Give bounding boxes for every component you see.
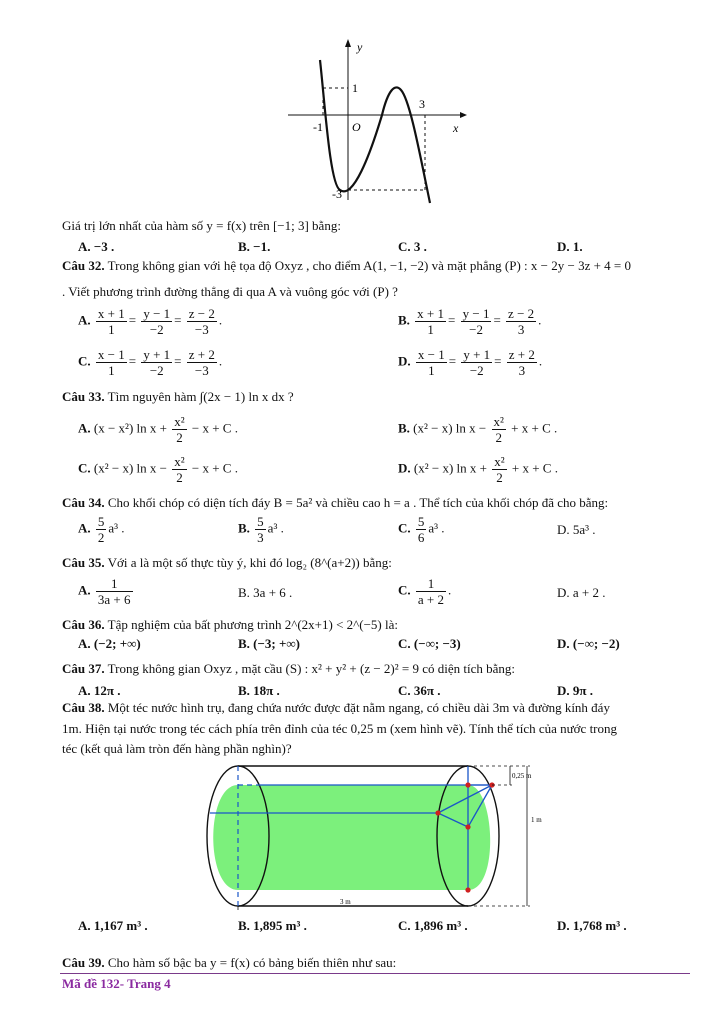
q36-option-a[interactable]: A. (−2; +∞) xyxy=(78,636,141,651)
q38-option-b[interactable]: B. 1,895 m³ . xyxy=(238,918,307,933)
dim-label-025: 0,25 m xyxy=(512,772,532,780)
q37-option-a[interactable]: A. 12π . xyxy=(78,683,121,698)
point-marker xyxy=(465,782,470,787)
q32-option-d[interactable]: D. $\frac{x - 1}{1}$ = $\frac{y + 1}{-2}$ = $\frac{z + 2}{3}$ . xyxy=(398,347,543,378)
q33-option-c[interactable]: C. (x² − x) ln x − $\frac{\text{x²}}{2}$ − x + C . xyxy=(78,454,238,485)
q32-text2: . Viết phương trình đường thẳng đi qua A và vuông góc với (P) ? xyxy=(62,284,398,299)
q32-option-b[interactable]: B. $\frac{x + 1}{1}$ = $\frac{y - 1}{-2}$ = $\frac{z - 2}{3}$ . xyxy=(398,306,542,337)
q31-option-d[interactable]: D. 1. xyxy=(557,239,583,254)
q35-option-b[interactable]: B. 3a + 6 . xyxy=(238,585,293,600)
q33-text: Câu 33. Tìm nguyên hàm ∫(2x − 1) ln x dx ? xyxy=(62,389,294,404)
q37-text: Câu 37. Trong không gian Oxyz , mặt cầu (S) : x² + y² + (z − 2)² = 9 có diện tích bằng: xyxy=(62,661,516,676)
tick-label-1: 1 xyxy=(352,81,358,95)
q37-option-d[interactable]: D. 9π . xyxy=(557,683,594,698)
q31-text: Giá trị lớn nhất của hàm số y = f(x) trên [−1; 3] bằng: xyxy=(62,218,341,233)
q36-option-b[interactable]: B. (−3; +∞) xyxy=(238,636,300,651)
x-axis-arrow xyxy=(460,112,467,118)
q33-option-d[interactable]: D. (x² − x) ln x + $\frac{\text{x²}}{2}$ + x + C . xyxy=(398,454,558,485)
footer-rule xyxy=(60,973,690,974)
q38-option-c[interactable]: C. 1,896 m³ . xyxy=(398,918,468,933)
q33-option-a[interactable]: A. (x − x²) ln x + $\frac{\text{x²}}{2}$ − x + C . xyxy=(78,414,238,445)
q34-option-b[interactable]: B. $\frac{5}{3}$ a³ . xyxy=(238,514,284,545)
q34-option-c[interactable]: C. $\frac{5}{6}$ a³ . xyxy=(398,514,445,545)
function-graph xyxy=(285,35,475,205)
q34-text: Câu 34. Cho khối chóp có diện tích đáy B = 5a² và chiều cao h = a . Thể tích của khối chóp đã cho bằng: xyxy=(62,495,609,510)
y-label: y xyxy=(357,40,363,54)
q31-option-a[interactable]: A. −3 . xyxy=(78,239,115,254)
tick-label-3: 3 xyxy=(419,97,425,111)
point-marker xyxy=(465,887,470,892)
q35-option-d[interactable]: D. a + 2 . xyxy=(557,585,606,600)
q31-option-b[interactable]: B. −1. xyxy=(238,239,271,254)
q37-option-b[interactable]: B. 18π . xyxy=(238,683,280,698)
q35-option-a[interactable]: A. $\frac{1}{3a + 6}$ xyxy=(78,576,131,607)
q34-option-a[interactable]: A. $\frac{5}{2}$ a³ . xyxy=(78,514,125,545)
q32-option-c[interactable]: C. $\frac{x - 1}{1}$ = $\frac{y + 1}{-2}$ = $\frac{z + 2}{-3}$ . xyxy=(78,347,223,378)
water-body xyxy=(213,785,490,890)
q32-stem: Trong không gian với hệ tọa độ Oxyz , cho điểm A(1, −1, −2) và mặt phẳng (P) : x − 2y − 3z + 4 = 0 xyxy=(107,258,632,273)
q31-option-c[interactable]: C. 3 . xyxy=(398,239,427,254)
q35-text: Câu 35. Với a là một số thực tùy ý, khi đó log₂ (8^(a+2)) bằng: xyxy=(62,555,392,570)
q32-label: Câu 32. xyxy=(62,258,105,273)
tick-label-neg1: -1 xyxy=(313,120,323,134)
x-label: x xyxy=(453,121,459,135)
q38-line3: téc (kết quả làm tròn đến hàng phần nghìn)? xyxy=(62,741,292,756)
origin-label: O xyxy=(352,120,361,134)
page-footer: Mã đề 132- Trang 4 xyxy=(62,976,171,991)
q36-option-d[interactable]: D. (−∞; −2) xyxy=(557,636,620,651)
cylinder-tank-figure xyxy=(200,760,550,910)
dim-label-3m: 3 m xyxy=(340,898,351,906)
q35-option-c[interactable]: C. $\frac{1}{a + 2}$ . xyxy=(398,576,452,607)
y-axis-arrow xyxy=(345,39,351,47)
q36-text: Câu 36. Tập nghiệm của bất phương trình 2^(2x+1) < 2^(−5) là: xyxy=(62,617,398,632)
point-marker xyxy=(435,810,440,815)
q38-line1: Câu 38. Một téc nước hình trụ, đang chứa nước được đặt nằm ngang, có chiều dài 3m và đường kính đáy xyxy=(62,700,610,715)
point-marker xyxy=(465,824,470,829)
q39-text: Câu 39. Cho hàm số bậc ba y = f(x) có bảng biến thiên như sau: xyxy=(62,955,397,970)
q32-text xyxy=(62,258,631,274)
tick-label-neg3: -3 xyxy=(332,187,342,201)
q33-option-b[interactable]: B. (x² − x) ln x − $\frac{\text{x²}}{2}$ + x + C . xyxy=(398,414,558,445)
q38-line2: 1m. Hiện tại nước trong téc cách phía trên đỉnh của téc 0,25 m (xem hình vẽ). Tính thể tích của nước trong xyxy=(62,721,618,736)
q34-option-d[interactable]: D. 5a³ . xyxy=(557,522,596,537)
q38-option-a[interactable]: A. 1,167 m³ . xyxy=(78,918,148,933)
cubic-curve xyxy=(320,60,430,203)
q37-option-c[interactable]: C. 36π . xyxy=(398,683,441,698)
q38-option-d[interactable]: D. 1,768 m³ . xyxy=(557,918,627,933)
q36-option-c[interactable]: C. (−∞; −3) xyxy=(398,636,461,651)
q32-option-a[interactable]: A. $\frac{x + 1}{1}$ = $\frac{y - 1}{-2}$ = $\frac{z - 2}{-3}$ . xyxy=(78,306,223,337)
dim-label-1m: 1 m xyxy=(531,816,542,824)
